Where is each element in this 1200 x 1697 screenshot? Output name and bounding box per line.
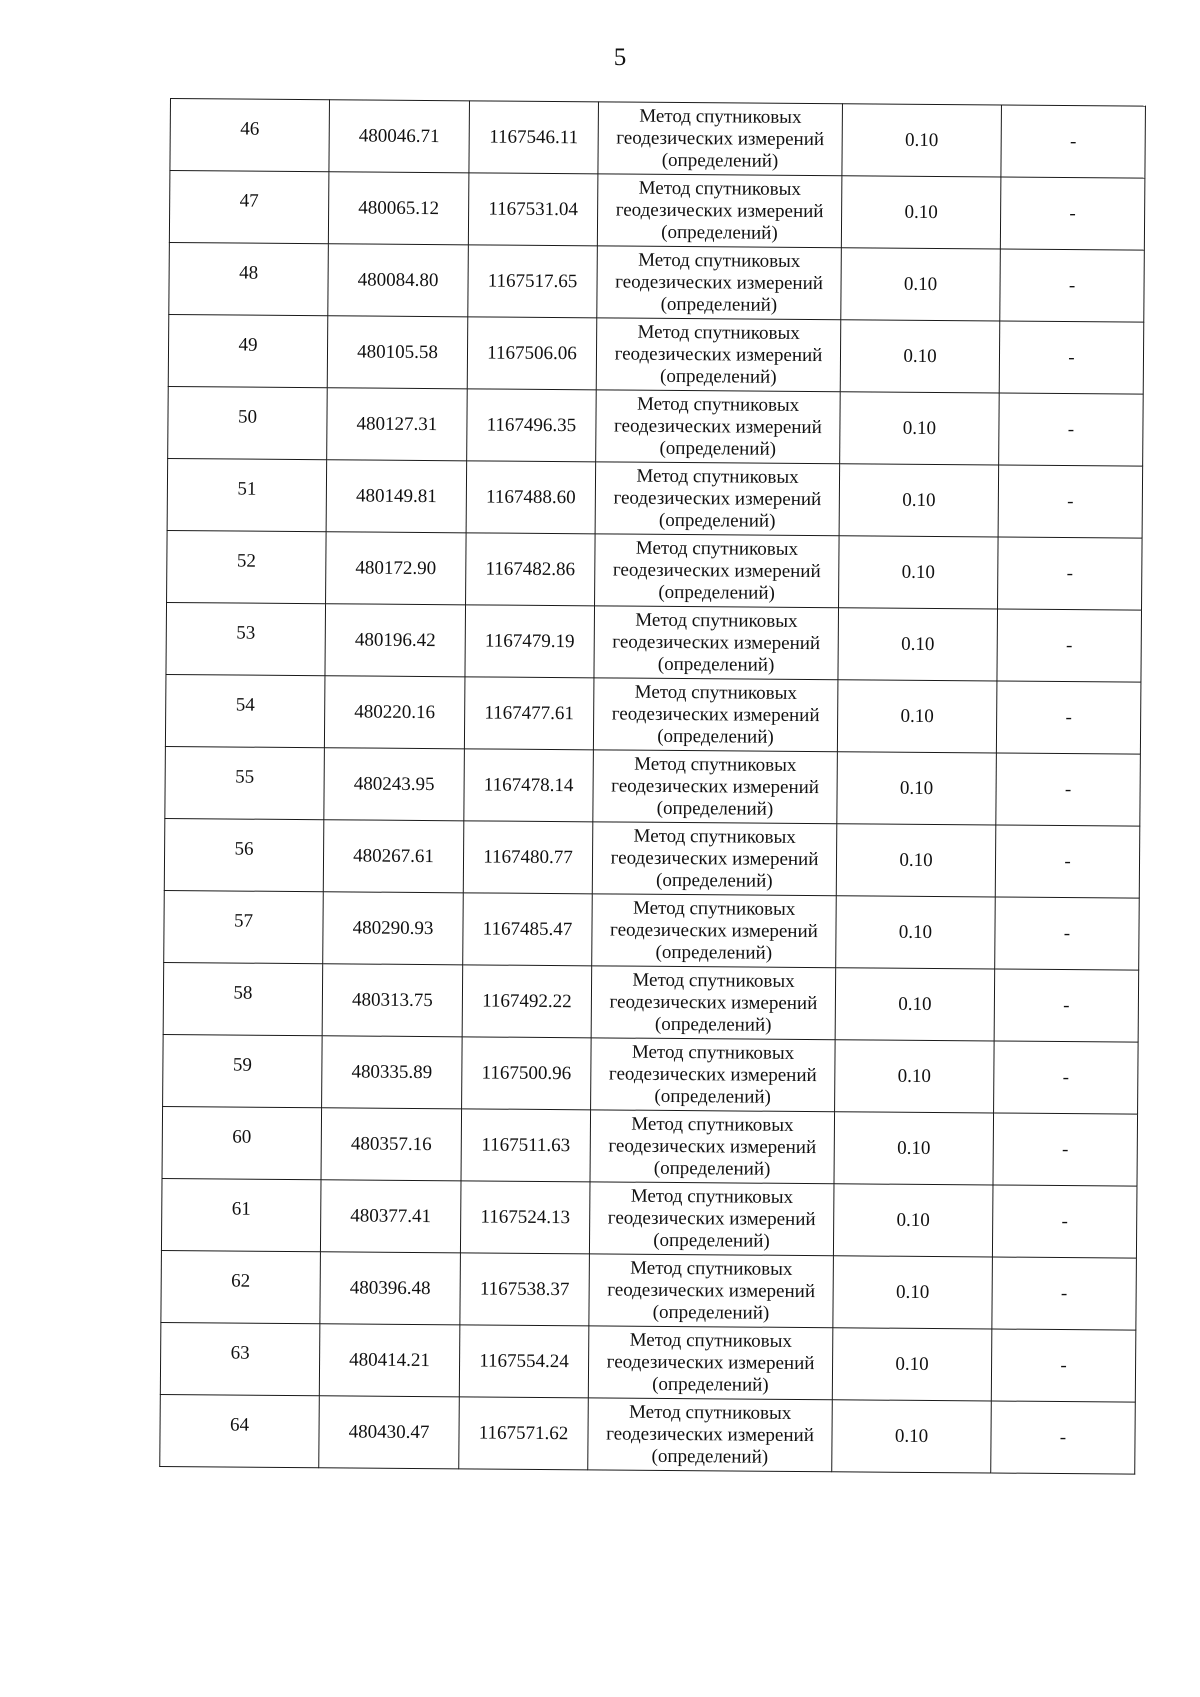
method-line: Метод спутниковых: [636, 465, 799, 488]
coordinates-table-body: [160, 99, 1146, 1475]
method-line: (определений): [655, 941, 773, 964]
point-number-cell: [169, 171, 329, 244]
method-line: геодезических измерений: [616, 127, 825, 150]
coordinates-table: [159, 98, 1146, 1475]
table-row: [164, 818, 1140, 898]
y-coordinate-cell-text: 1167492.22: [482, 989, 572, 1012]
x-coordinate-cell: [322, 964, 463, 1037]
note-cell-text: -: [1066, 562, 1074, 584]
x-coordinate-cell: [329, 100, 470, 173]
accuracy-cell-text: 0.10: [896, 1209, 930, 1231]
y-coordinate-cell-text: 1167482.86: [485, 557, 576, 580]
x-coordinate-cell: [326, 460, 467, 533]
note-cell: [1000, 177, 1145, 250]
accuracy-cell: [839, 464, 999, 537]
y-coordinate-cell-text: 1167531.04: [488, 198, 578, 220]
method-line: геодезических измерений: [613, 414, 822, 438]
y-coordinate-cell-text: 1167479.19: [484, 629, 575, 652]
accuracy-cell: [840, 392, 1000, 465]
point-number-cell: [160, 1322, 320, 1395]
x-coordinate-cell: [319, 1396, 460, 1469]
point-number-cell: [163, 962, 323, 1035]
method-line: (определений): [654, 1013, 772, 1036]
y-coordinate-cell: [464, 677, 594, 750]
accuracy-cell-text: 0.10: [901, 633, 935, 655]
method-line: геодезических измерений: [611, 774, 820, 798]
x-coordinate-cell-text: 480267.61: [353, 844, 435, 867]
y-coordinate-cell: [465, 605, 595, 678]
method-cell: [596, 318, 841, 392]
method-line: Метод спутниковых: [629, 1329, 792, 1352]
point-number-cell: [169, 242, 329, 315]
x-coordinate-cell-text: 480243.95: [353, 772, 435, 795]
accuracy-cell: [833, 1256, 993, 1329]
x-coordinate-cell: [327, 316, 468, 389]
note-cell-text: -: [1069, 130, 1077, 152]
y-coordinate-cell-text: 1167480.77: [483, 845, 573, 868]
point-number-cell-text: 48: [239, 262, 259, 284]
x-coordinate-cell-text: 480414.21: [349, 1348, 431, 1371]
method-line: (определений): [656, 869, 773, 892]
accuracy-cell-text: 0.10: [895, 1281, 930, 1303]
point-number-cell: [165, 746, 325, 819]
table-row: [166, 602, 1142, 682]
x-coordinate-cell: [319, 1324, 460, 1397]
accuracy-cell: [832, 1400, 992, 1473]
x-coordinate-cell: [320, 1180, 461, 1253]
method-line: Метод спутниковых: [631, 1041, 795, 1064]
table-row: [163, 1034, 1139, 1114]
x-coordinate-cell-text: 480149.81: [355, 484, 437, 507]
point-number-cell: [168, 314, 328, 387]
point-number-cell-text: 50: [237, 406, 258, 428]
note-cell-text: -: [1060, 1282, 1068, 1304]
note-cell: [996, 681, 1141, 754]
method-line: Метод спутниковых: [634, 681, 798, 704]
note-cell: [994, 1041, 1139, 1114]
method-line: геодезических измерений: [608, 1062, 817, 1086]
accuracy-cell: [834, 1112, 994, 1185]
accuracy-cell: [838, 608, 998, 681]
point-number-cell: [164, 890, 324, 963]
x-coordinate-cell-text: 480290.93: [352, 916, 434, 939]
y-coordinate-cell: [466, 533, 596, 606]
method-line: (определений): [653, 1229, 770, 1252]
y-coordinate-cell: [467, 317, 597, 390]
accuracy-cell-text: 0.10: [898, 993, 932, 1015]
method-line: геодезических измерений: [612, 630, 821, 654]
note-cell-text: -: [1067, 490, 1074, 512]
method-line: (определений): [652, 1373, 769, 1396]
method-line: Метод спутниковых: [637, 321, 800, 344]
accuracy-cell: [836, 824, 996, 897]
note-cell-text: -: [1065, 634, 1073, 656]
accuracy-cell-text: 0.10: [895, 1353, 929, 1375]
y-coordinate-cell-text: 1167546.11: [489, 126, 579, 148]
point-number-cell-text: 51: [237, 478, 257, 500]
x-coordinate-cell-text: 480065.12: [358, 196, 440, 219]
table-row: [161, 1250, 1137, 1330]
point-number-cell: [168, 386, 328, 459]
accuracy-cell-text: 0.10: [903, 273, 938, 295]
note-cell: [999, 321, 1144, 394]
method-line: (определений): [661, 221, 778, 244]
method-line: Метод спутниковых: [635, 537, 799, 560]
point-number-cell-text: 53: [236, 622, 256, 644]
y-coordinate-cell: [463, 893, 593, 966]
method-line: (определений): [656, 797, 774, 820]
point-number-cell: [160, 1394, 320, 1467]
method-line: (определений): [661, 149, 779, 172]
point-number-cell: [162, 1106, 322, 1179]
accuracy-cell-text: 0.10: [904, 201, 938, 223]
y-coordinate-cell-text: 1167517.65: [487, 270, 578, 292]
accuracy-cell-text: 0.10: [899, 777, 934, 799]
method-line: геодезических измерений: [611, 702, 820, 726]
y-coordinate-cell: [468, 173, 598, 246]
note-cell-text: -: [1067, 418, 1075, 440]
note-cell: [993, 1113, 1138, 1186]
method-line: геодезических измерений: [606, 1350, 815, 1374]
method-line: (определений): [657, 653, 775, 676]
table-row: [165, 674, 1141, 754]
point-number-cell: [161, 1178, 321, 1251]
table-row: [164, 890, 1140, 970]
point-number-cell-text: 49: [238, 334, 258, 356]
method-cell: [598, 102, 843, 176]
method-cell: [592, 894, 837, 968]
table-row: [165, 746, 1141, 826]
y-coordinate-cell-text: 1167485.47: [482, 917, 573, 940]
accuracy-cell: [842, 104, 1002, 177]
method-line: Метод спутниковых: [639, 105, 802, 128]
x-coordinate-cell-text: 480196.42: [354, 628, 436, 651]
y-coordinate-cell-text: 1167554.24: [479, 1349, 569, 1372]
table-row: [161, 1178, 1137, 1258]
note-cell: [1001, 105, 1146, 178]
method-cell: [590, 1110, 835, 1184]
method-line: геодезических измерений: [610, 846, 819, 870]
method-line: (определений): [652, 1301, 770, 1324]
accuracy-cell-text: 0.10: [904, 129, 939, 151]
method-cell: [596, 390, 841, 464]
coordinates-sheet: [159, 98, 1146, 1475]
y-coordinate-cell-text: 1167511.63: [481, 1133, 571, 1156]
method-cell: [595, 534, 840, 608]
method-line: Метод спутниковых: [633, 825, 796, 848]
point-number-cell: [167, 458, 327, 531]
note-cell: [995, 897, 1140, 970]
y-coordinate-cell: [459, 1325, 589, 1398]
point-number-cell-text: 62: [231, 1270, 251, 1292]
accuracy-cell-text: 0.10: [897, 1137, 931, 1159]
y-coordinate-cell: [461, 1109, 591, 1182]
note-cell: [1000, 249, 1145, 322]
method-line: (определений): [658, 509, 776, 532]
y-coordinate-cell-text: 1167506.06: [487, 341, 577, 364]
x-coordinate-cell: [323, 892, 464, 965]
page-number: 5: [613, 44, 627, 71]
point-number-cell-text: 47: [239, 190, 259, 212]
y-coordinate-cell-text: 1167524.13: [480, 1205, 571, 1228]
point-number-cell-text: 60: [232, 1126, 252, 1148]
note-cell-text: -: [1062, 1066, 1070, 1088]
y-coordinate-cell-text: 1167571.62: [478, 1421, 569, 1444]
method-line: (определений): [659, 437, 777, 460]
y-coordinate-cell: [459, 1397, 589, 1470]
point-number-cell-text: 55: [235, 766, 255, 788]
note-cell: [995, 825, 1140, 898]
note-cell: [999, 393, 1144, 466]
method-cell: [592, 822, 837, 896]
y-coordinate-cell: [460, 1253, 590, 1326]
x-coordinate-cell-text: 480335.89: [351, 1060, 433, 1083]
accuracy-cell: [840, 320, 1000, 393]
method-cell: [595, 462, 840, 536]
accuracy-cell-text: 0.10: [902, 489, 936, 511]
note-cell-text: -: [1061, 1210, 1068, 1232]
method-line: (определений): [659, 365, 777, 388]
method-cell: [593, 750, 838, 824]
point-number-cell: [163, 1034, 323, 1107]
method-line: геодезических измерений: [615, 199, 824, 222]
accuracy-cell-text: 0.10: [900, 705, 934, 727]
x-coordinate-cell: [323, 820, 464, 893]
method-cell: [594, 606, 839, 680]
accuracy-cell-text: 0.10: [894, 1425, 929, 1447]
table-row: [160, 1394, 1136, 1474]
method-line: (определений): [660, 293, 778, 316]
method-cell: [588, 1398, 833, 1472]
x-coordinate-cell-text: 480313.75: [351, 988, 433, 1011]
method-line: Метод спутниковых: [628, 1401, 792, 1424]
table-row: [168, 386, 1144, 466]
x-coordinate-cell-text: 480430.47: [348, 1420, 430, 1443]
point-number-cell-text: 59: [232, 1054, 252, 1076]
y-coordinate-cell: [463, 821, 593, 894]
method-line: Метод спутниковых: [630, 1185, 794, 1208]
method-cell: [589, 1254, 834, 1328]
note-cell: [991, 1401, 1136, 1474]
y-coordinate-cell-text: 1167500.96: [481, 1061, 572, 1084]
note-cell-text: -: [1064, 850, 1071, 872]
x-coordinate-cell-text: 480084.80: [357, 268, 439, 291]
x-coordinate-cell-text: 480377.41: [350, 1204, 432, 1227]
note-cell-text: -: [1060, 1354, 1067, 1376]
method-line: Метод спутниковых: [636, 393, 800, 416]
y-coordinate-cell: [460, 1181, 590, 1254]
accuracy-cell: [837, 680, 997, 753]
x-coordinate-cell-text: 480396.48: [349, 1276, 431, 1299]
x-coordinate-cell-text: 480357.16: [350, 1132, 432, 1155]
accuracy-cell: [839, 536, 999, 609]
x-coordinate-cell: [325, 604, 466, 677]
method-line: геодезических измерений: [613, 486, 822, 510]
method-cell: [588, 1326, 833, 1400]
method-line: Метод спутниковых: [638, 249, 801, 272]
accuracy-cell: [835, 1040, 995, 1113]
method-cell: [591, 1038, 836, 1112]
accuracy-cell: [833, 1184, 993, 1257]
table-row: [167, 530, 1143, 610]
note-cell-text: -: [1065, 706, 1072, 728]
method-cell: [593, 678, 838, 752]
x-coordinate-cell: [324, 748, 465, 821]
note-cell: [998, 465, 1143, 538]
y-coordinate-cell: [466, 461, 596, 534]
y-coordinate-cell: [469, 101, 599, 174]
method-line: геодезических измерений: [609, 990, 818, 1014]
note-cell: [998, 537, 1143, 610]
note-cell-text: -: [1062, 1138, 1069, 1160]
accuracy-cell-text: 0.10: [897, 1065, 932, 1087]
method-cell: [589, 1182, 834, 1256]
method-cell: [597, 246, 842, 320]
accuracy-cell-text: 0.10: [899, 849, 933, 871]
x-coordinate-cell: [328, 244, 469, 317]
y-coordinate-cell: [462, 1037, 592, 1110]
point-number-cell: [164, 818, 324, 891]
note-cell: [991, 1329, 1136, 1402]
point-number-cell-text: 46: [240, 118, 260, 140]
method-line: (определений): [657, 725, 774, 748]
x-coordinate-cell-text: 480046.71: [358, 124, 440, 147]
x-coordinate-cell-text: 480172.90: [355, 556, 437, 579]
x-coordinate-cell: [327, 388, 468, 461]
note-cell: [996, 753, 1141, 826]
method-cell: [591, 966, 836, 1040]
x-coordinate-cell-text: 480105.58: [357, 340, 438, 363]
point-number-cell-text: 57: [233, 910, 254, 932]
method-line: геодезических измерений: [615, 271, 824, 294]
table-row: [163, 962, 1139, 1042]
note-cell-text: -: [1068, 274, 1076, 296]
x-coordinate-cell: [322, 1036, 463, 1109]
accuracy-cell-text: 0.10: [903, 345, 937, 367]
method-line: геодезических измерений: [608, 1134, 817, 1158]
method-line: геодезических измерений: [610, 918, 818, 942]
y-coordinate-cell: [462, 965, 592, 1038]
point-number-cell-text: 56: [234, 838, 254, 860]
note-cell-text: -: [1064, 778, 1072, 800]
note-cell-text: -: [1063, 994, 1070, 1016]
y-coordinate-cell: [468, 245, 598, 318]
point-number-cell: [166, 602, 326, 675]
method-line: геодезических измерений: [607, 1206, 816, 1230]
method-line: Метод спутниковых: [635, 609, 798, 632]
note-cell: [992, 1257, 1137, 1330]
point-number-cell-text: 52: [236, 550, 256, 572]
point-number-cell-text: 63: [230, 1342, 250, 1364]
y-coordinate-cell: [464, 749, 594, 822]
point-number-cell: [170, 99, 330, 172]
accuracy-cell: [841, 176, 1001, 249]
accuracy-cell-text: 0.10: [902, 417, 937, 439]
note-cell: [992, 1185, 1137, 1258]
y-coordinate-cell: [467, 389, 597, 462]
accuracy-cell: [837, 752, 997, 825]
method-cell: [597, 174, 842, 248]
table-row: [162, 1106, 1138, 1186]
accuracy-cell-text: 0.10: [898, 921, 933, 943]
y-coordinate-cell-text: 1167488.60: [486, 485, 576, 508]
method-line: Метод спутниковых: [632, 897, 796, 920]
note-cell-text: -: [1059, 1426, 1067, 1448]
table-row: [160, 1322, 1136, 1402]
method-line: Метод спутниковых: [634, 753, 797, 776]
accuracy-cell: [832, 1328, 992, 1401]
x-coordinate-cell: [324, 676, 465, 749]
point-number-cell: [161, 1250, 321, 1323]
point-number-cell: [165, 674, 325, 747]
y-coordinate-cell-text: 1167496.35: [486, 413, 577, 436]
point-number-cell-text: 64: [230, 1414, 250, 1436]
method-line: Метод спутниковых: [632, 969, 795, 992]
method-line: Метод спутниковых: [631, 1113, 794, 1136]
y-coordinate-cell-text: 1167478.14: [483, 773, 574, 796]
method-line: геодезических измерений: [614, 343, 823, 366]
x-coordinate-cell: [320, 1252, 461, 1325]
table-row: [169, 171, 1145, 251]
y-coordinate-cell-text: 1167477.61: [484, 701, 575, 724]
y-coordinate-cell-text: 1167538.37: [479, 1277, 570, 1300]
accuracy-cell: [835, 968, 995, 1041]
point-number-cell-text: 61: [231, 1198, 251, 1220]
x-coordinate-cell: [321, 1108, 462, 1181]
accuracy-cell: [841, 248, 1001, 321]
note-cell-text: -: [1063, 922, 1071, 944]
table-row: [167, 458, 1143, 538]
point-number-cell: [167, 530, 327, 603]
method-line: (определений): [654, 1085, 772, 1108]
note-cell-text: -: [1068, 346, 1075, 368]
method-line: Метод спутниковых: [630, 1257, 793, 1280]
method-line: геодезических измерений: [612, 558, 821, 582]
x-coordinate-cell: [328, 172, 469, 245]
point-number-cell-text: 54: [235, 694, 255, 716]
x-coordinate-cell-text: 480127.31: [356, 412, 438, 435]
method-line: Метод спутниковых: [638, 177, 802, 200]
note-cell: [994, 969, 1139, 1042]
note-cell-text: -: [1069, 202, 1076, 224]
x-coordinate-cell-text: 480220.16: [354, 700, 436, 723]
table-row: [169, 242, 1145, 322]
accuracy-cell: [836, 896, 996, 969]
note-cell: [997, 609, 1142, 682]
method-line: геодезических измерений: [607, 1278, 816, 1302]
table-row: [170, 99, 1146, 179]
table-row: [168, 314, 1144, 394]
method-line: (определений): [651, 1445, 769, 1468]
x-coordinate-cell: [326, 532, 467, 605]
point-number-cell-text: 58: [233, 982, 253, 1004]
method-line: (определений): [653, 1157, 771, 1180]
method-line: (определений): [658, 581, 775, 604]
method-line: геодезических измерений: [606, 1422, 814, 1446]
accuracy-cell-text: 0.10: [901, 561, 936, 583]
